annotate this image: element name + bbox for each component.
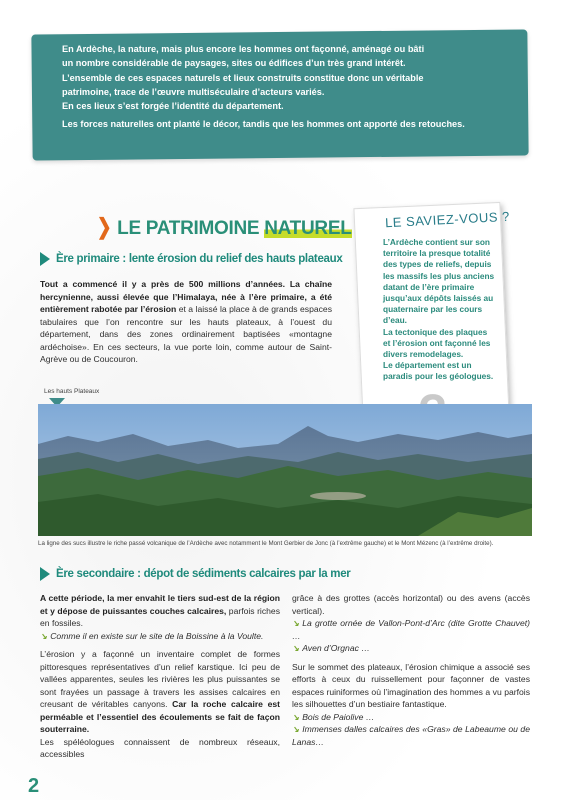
- secondaire-left-column: [40, 592, 280, 761]
- intro-line: En ces lieux s’est forgée l’identité du département.: [62, 101, 284, 112]
- saviez-vous-title: LE SAVIEZ-VOUS ?: [384, 208, 511, 231]
- arrow-icon: ↘: [292, 711, 300, 722]
- secondaire-rest1: parfois riches en fossiles.: [40, 605, 280, 628]
- intro-line: En Ardèche, la nature, mais plus encore les hommes ont façonné, aménagé ou bâti: [62, 44, 425, 54]
- secondaire-r-p1: grâce à des grottes (accès horizontal) ou des avens (accès vertical).: [292, 593, 530, 616]
- heading-primaire-text: Ère primaire : lente érosion du relief des hauts plateaux: [56, 253, 343, 265]
- photo-caption: La ligne des sucs illustre le riche passé volcanique de l’Ardèche avec notamment le Mont Gerbier de Jonc (à l’extrême gauche) et le Mont Mézenc (à l’extrême droite).: [38, 540, 494, 547]
- secondaire-r-example2: Aven d’Orgnac …: [302, 643, 370, 653]
- secondaire-r-example1: La grotte ornée de Vallon-Pont-d’Arc (dite Grotte Chauvet) …: [292, 618, 530, 641]
- saviez-p3: Le département est un paradis pour les géologues.: [383, 360, 494, 382]
- photo-label: Les hauts Plateaux: [44, 388, 100, 395]
- heading-primaire: [40, 252, 342, 266]
- section-title-part1: LE PATRIMOINE: [117, 218, 265, 239]
- primaire-rest: et a laissé la place à de grands espaces tabulaires que l’on rencontre sur les hauts plateaux, à l’ouest du département, dans des zones ordinairement baptisées «montagne ardéchoise». En ces secteurs, la vue porte loin, comme autour de Saint-Agrève ou de Coucouron.: [40, 304, 332, 364]
- page-number: 2: [28, 775, 40, 797]
- secondaire-r-example3: Bois de Paiolive …: [302, 711, 375, 722]
- arrow-icon: ↘: [40, 630, 48, 641]
- intro-line-last: Les forces naturelles ont planté le décor, tandis que les hommes ont apporté des retouches.: [62, 119, 465, 130]
- landscape-photo: [38, 404, 532, 536]
- secondaire-r-p2: Sur le sommet des plateaux, l’érosion chimique a associé ses efforts à ceux du ruissellement pour façonner de vastes espaces ruiniformes où l’imagination des hommes a vu parfois les silhouettes d’un bestiaire fantastique.: [292, 661, 530, 709]
- secondaire-p2-bold: Car la roche calcaire est perméable et l’essentiel des écoulements se fait de façon souterraine.: [40, 699, 280, 734]
- secondaire-example1: Comme il en existe sur le site de la Boissine à la Voulte.: [50, 630, 264, 641]
- intro-text: [62, 42, 517, 132]
- intro-line: patrimoine, trace de l’œuvre multiséculaire d’acteurs variés.: [62, 86, 325, 97]
- secondaire-p3: Les spéléologues connaissent de nombreux réseaux, accessibles: [40, 736, 280, 759]
- secondaire-right-column: [292, 592, 530, 748]
- triangle-icon: [40, 252, 50, 266]
- secondaire-bold1: A cette période, la mer envahit le tiers sud-est de la région et y dépose de puissantes couches calcaires,: [40, 593, 280, 616]
- arrow-icon: ↘: [292, 724, 300, 734]
- mountain-landscape-image: [38, 404, 532, 536]
- heading-secondaire-text: Ère secondaire : dépot de sédiments calcaires par la mer: [56, 568, 351, 580]
- saviez-p1: L’Ardèche contient sur son territoire la presque totalité des types de reliefs, depuis les massifs les plus anciens datant de l’ère primaire jusqu’aux dépôts laissés au quaternaire par les cours d’eau.: [383, 237, 495, 326]
- secondaire-p2: L’érosion y a façonné un inventaire complet de formes pittoresques représentatives d’un relief karstique. Ici peu de vallées apparentes, seules les rivières les plus puissantes se sont frayées un passage à travers les assises calcaires en creusant de véritables canyons.: [40, 649, 280, 709]
- secondaire-r-example4: Immenses dalles calcaires des «Gras» de Labeaume ou de Lanas…: [292, 724, 530, 747]
- primaire-paragraph: [40, 278, 332, 366]
- section-title: [95, 214, 352, 240]
- arrow-icon: ↘: [292, 643, 300, 653]
- triangle-icon: [40, 567, 50, 581]
- arrow-icon: ↘: [292, 618, 300, 628]
- chevron-right-icon: ❯: [96, 214, 112, 239]
- intro-line: un nombre considérable de paysages, sites ou édifices d’un très grand intérêt.: [62, 58, 406, 69]
- primaire-bold: Tout a commencé il y a près de 500 millions d’années. La chaîne hercynienne, aussi élevée que l’Himalaya, née à l’ère primaire, a été entièrement rabotée par l’érosion: [40, 279, 332, 314]
- saviez-p2: La tectonique des plaques et l’érosion ont façonné les divers remodelages.: [383, 326, 491, 360]
- section-title-part2: NATUREL: [264, 218, 352, 239]
- heading-secondaire: [40, 567, 350, 581]
- intro-line: L’ensemble de ces espaces naturels et lieux construits constitue donc un véritable: [62, 72, 424, 83]
- saviez-vous-text: [383, 237, 495, 383]
